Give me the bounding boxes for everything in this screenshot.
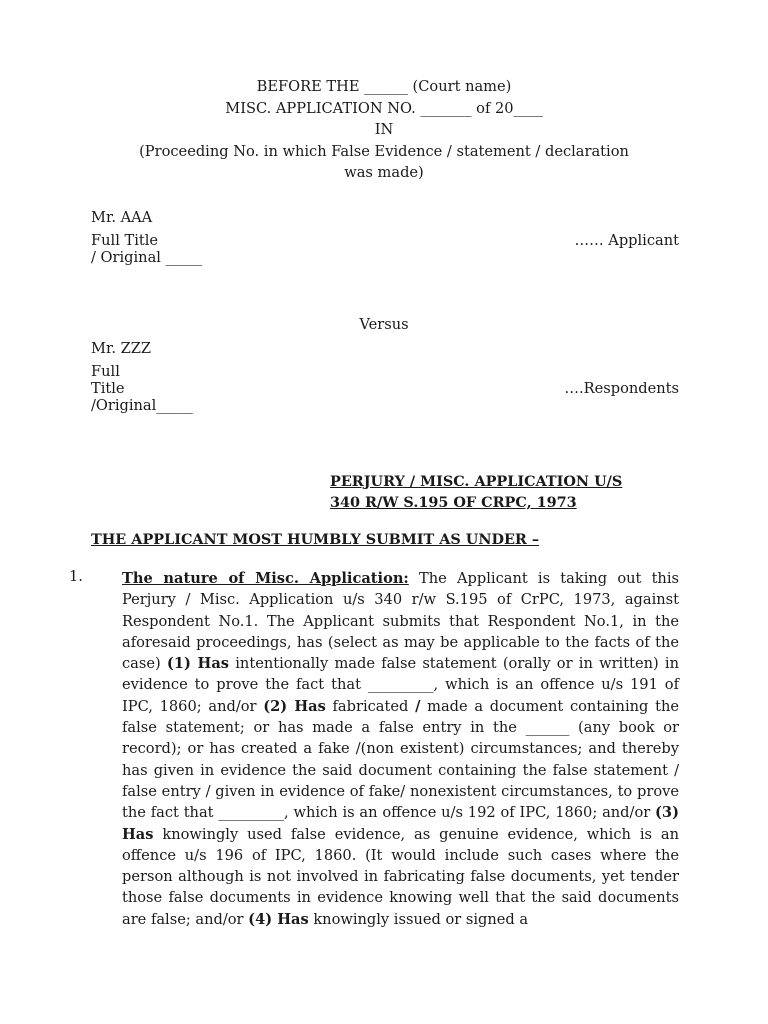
respondent-original: /Original_____ [91, 397, 193, 414]
in-line: IN [374, 121, 394, 138]
applicant-name: Mr. AAA [91, 209, 153, 226]
paragraph-bold-3: / [415, 697, 421, 715]
paragraph-body [122, 568, 679, 930]
paragraph-bold-4: (3) Has [122, 804, 679, 843]
applicant-original: / Original _____ [91, 249, 203, 266]
paragraph-bold-5: (4) Has [248, 910, 309, 928]
application-number-line: MISC. APPLICATION NO. _______ of 20____ [225, 99, 543, 117]
document-header [90, 76, 678, 184]
paragraph-bold-1: (1) Has [166, 655, 230, 673]
respondent-title-2: Title [91, 380, 125, 397]
paragraph-text-2: intentionally made false statement (orally or in written) in evidence to prove the fact that _________, which is an offence u/s 191 of IPC, 1860; and/or [122, 655, 679, 715]
respondent-block [91, 340, 679, 414]
paragraph-text-6: knowingly issued or signed a [308, 910, 529, 928]
paragraph-heading: The nature of Misc. Application: [122, 570, 409, 587]
paragraph-text-4: made a document containing the false statement; or has made a false entry in the ______ (any book or record); or has created a fake /(non existent) circumstances; and thereby has given in evidence the said document containing the false statement / false entry / given in evidence of fake/ nonexistent circumstances, to prove the fact that _________, which is an offence u/s 192 of IPC, 1860; and/or [122, 697, 679, 822]
applicant-block [91, 209, 679, 266]
paragraph-text-5: knowingly used false evidence, as genuine evidence, which is an offence u/s 196 of IPC, 1860. (It would include such cases where the person although is not involved in fabricating false documents, yet tender those false documents in evidence knowing well that the said documents are false; and/or [122, 825, 679, 928]
applicant-title: Full Title [91, 232, 159, 249]
proceeding-line-cont: was made) [344, 164, 424, 181]
paragraph-bold-2: (2) Has [263, 697, 326, 715]
paragraph-text-3: fabricated [325, 697, 416, 715]
subject-line-1: PERJURY / MISC. APPLICATION U/S [330, 473, 623, 490]
respondent-role: ….Respondents [564, 380, 679, 397]
versus-label: Versus [359, 316, 409, 333]
paragraph-text-1: The Applicant is taking out this Perjury / Misc. Application u/s 340 r/w S.195 of CrPC, 1973, against Respondent No.1. The Applicant submits that Respondent No.1, in the aforesaid proceedings, has (select as may be applicable to the facts of the case) [122, 570, 679, 673]
subject-heading [330, 471, 690, 513]
court-line: BEFORE THE ______ (Court name) [256, 78, 512, 95]
proceeding-line: (Proceeding No. in which False Evidence / statement / declaration [139, 142, 629, 160]
respondent-title-1: Full [91, 363, 120, 380]
paragraph-number: 1. [69, 568, 83, 585]
applicant-role: …… Applicant [574, 232, 679, 249]
respondent-name: Mr. ZZZ [91, 340, 152, 357]
subject-line-2: 340 R/W S.195 OF CRPC, 1973 [330, 494, 577, 511]
paragraph-1 [65, 568, 679, 930]
submit-heading: THE APPLICANT MOST HUMBLY SUBMIT AS UNDER – [91, 531, 540, 548]
